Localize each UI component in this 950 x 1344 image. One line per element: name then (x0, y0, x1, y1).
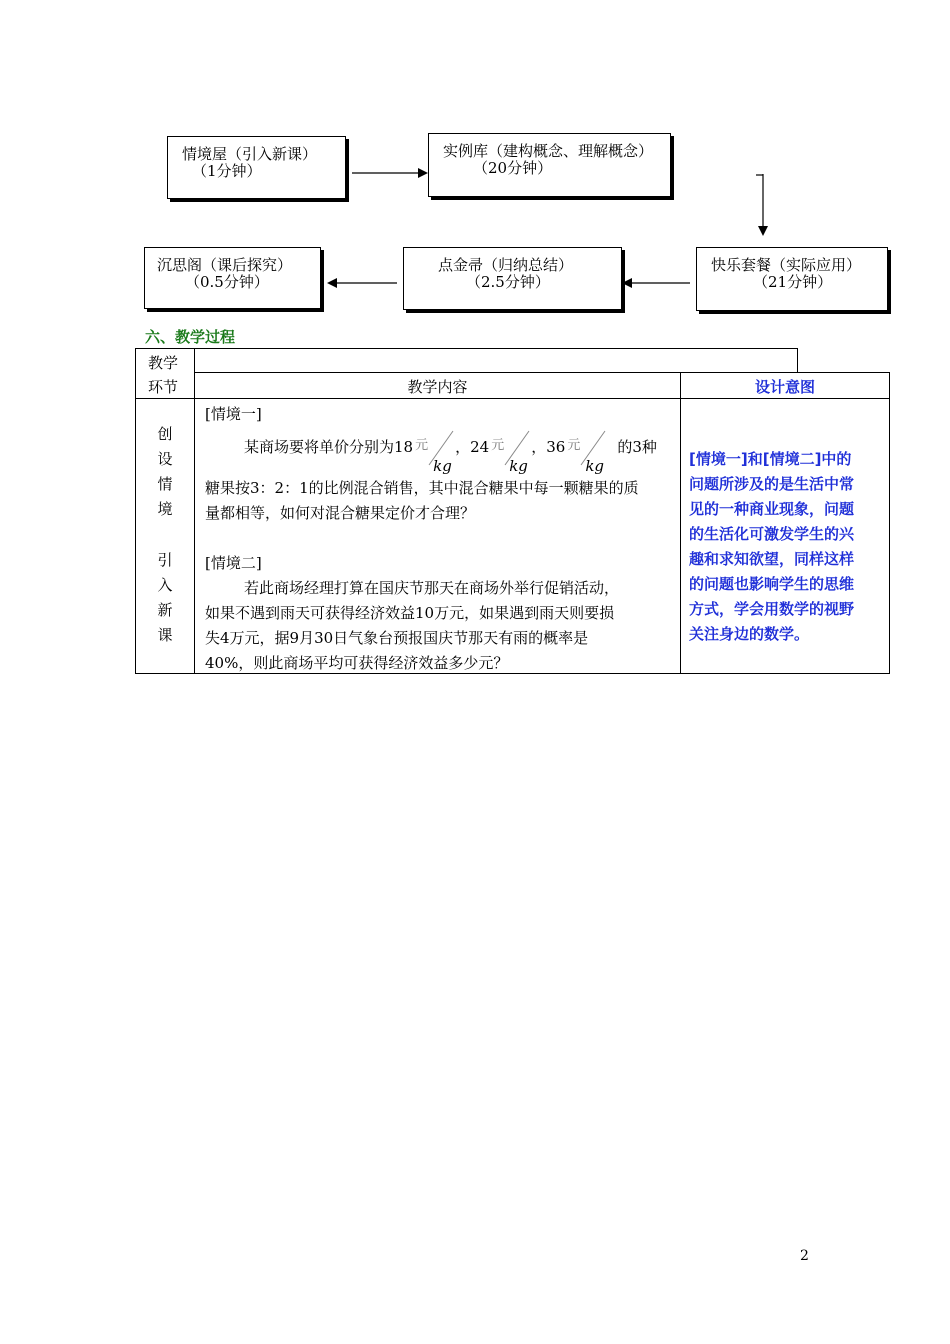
stage-char: 新 (157, 601, 173, 619)
flow-box-examples-title: 实例库（建构概念、理解概念） (443, 142, 654, 160)
stage-char: 入 (157, 576, 173, 594)
flow-box-reflection (144, 247, 321, 309)
scene2-line1: 若此商场经理打算在国庆节那天在商场外举行促销活动， (244, 579, 620, 597)
separator: ， (531, 438, 547, 456)
intent-line: 方式，学会用数学的视野 (689, 600, 855, 618)
scene2-line2: 如果不遇到雨天可获得经济效益10万元，如果遇到雨天则要损 (205, 604, 615, 622)
scene2-line3: 失4万元，据9月30日气象台预报国庆节那天有雨的概率是 (205, 629, 589, 647)
stage-char: 设 (157, 450, 173, 468)
flow-arrow-3 (622, 277, 692, 289)
intent-line: 关注身边的数学。 (689, 625, 810, 643)
intent-line: 的生活化可激发学生的兴 (689, 525, 855, 543)
flow-box-reflection-time: （0.5分钟） (185, 273, 269, 291)
header-stage-line2: 环节 (148, 378, 179, 396)
flow-box-examples (428, 133, 671, 197)
stage-char: 课 (157, 626, 173, 644)
flow-box-examples-time: （20分钟） (473, 159, 553, 177)
flow-box-summary-time: （2.5分钟） (466, 273, 550, 291)
unit-numerator: 元 (567, 438, 581, 453)
scene1-line1 (244, 428, 657, 475)
section-title: 六、教学过程 (145, 328, 236, 346)
flow-box-intro (167, 136, 346, 199)
flow-box-application-title: 快乐套餐（实际应用） (711, 256, 862, 274)
price-24: 24 (470, 438, 490, 456)
stage-char: 创 (157, 425, 173, 443)
page-number: 2 (800, 1248, 809, 1264)
scene1-suffix: 的3种 (617, 438, 657, 456)
flow-box-application-time: （21分钟） (753, 273, 833, 291)
unit-numerator: 元 (491, 438, 505, 453)
flow-arrow-1 (352, 167, 432, 179)
stage-label-intro (150, 548, 180, 648)
scene1-line3: 量都相等，如何对混合糖果定价才合理？ (205, 504, 476, 522)
scene1-line2: 糖果按3：2：1的比例混合销售，其中混合糖果中每一颗糖果的质 (205, 479, 639, 497)
intent-line: 趣和求知欲望，同样这样 (689, 550, 855, 568)
unit-denominator: kg (585, 457, 605, 475)
header-content: 教学内容 (407, 378, 468, 396)
unit-fraction (565, 429, 607, 475)
intent-line: 的问题也影响学生的思维 (689, 575, 855, 593)
flow-box-reflection-title: 沉思阁（课后探究） (157, 256, 293, 274)
flow-box-summary-title: 点金帚（归纳总结） (438, 256, 574, 274)
price-36: 36 (546, 438, 566, 456)
design-intent-text (689, 447, 854, 647)
header-intent: 设计意图 (754, 378, 815, 396)
stage-char: 情 (157, 475, 173, 493)
stage-char: 境 (157, 500, 173, 518)
header-stage-line1: 教学 (148, 354, 179, 372)
unit-denominator: kg (433, 457, 452, 475)
unit-fraction (489, 429, 531, 475)
flow-box-application (696, 247, 888, 311)
unit-numerator: 元 (415, 438, 429, 453)
stage-label-create (150, 422, 180, 522)
separator: ， (455, 438, 471, 456)
flow-box-summary (403, 247, 622, 310)
flow-box-intro-title: 情境屋（引入新课） (182, 145, 318, 163)
stage-char: 引 (157, 551, 173, 569)
flow-arrow-2 (756, 174, 770, 240)
unit-fraction (413, 429, 455, 475)
scene1-prefix: 某商场要将单价分别为 (244, 438, 395, 456)
scene2-title: [情境二] (205, 554, 262, 572)
flow-arrow-4 (327, 277, 399, 289)
header-blank-cell (194, 348, 798, 373)
intent-line: 问题所涉及的是生活中常 (689, 475, 855, 493)
price-18: 18 (394, 438, 414, 456)
unit-denominator: kg (509, 457, 528, 475)
intent-line: 见的一种商业现象，问题 (689, 500, 855, 518)
flow-box-intro-time: （1分钟） (192, 162, 262, 180)
intent-line: [情境一]和[情境二]中的 (689, 450, 852, 468)
scene2-line4: 40%，则此商场平均可获得经济效益多少元？ (205, 654, 509, 672)
scene1-title: [情境一] (205, 405, 262, 423)
